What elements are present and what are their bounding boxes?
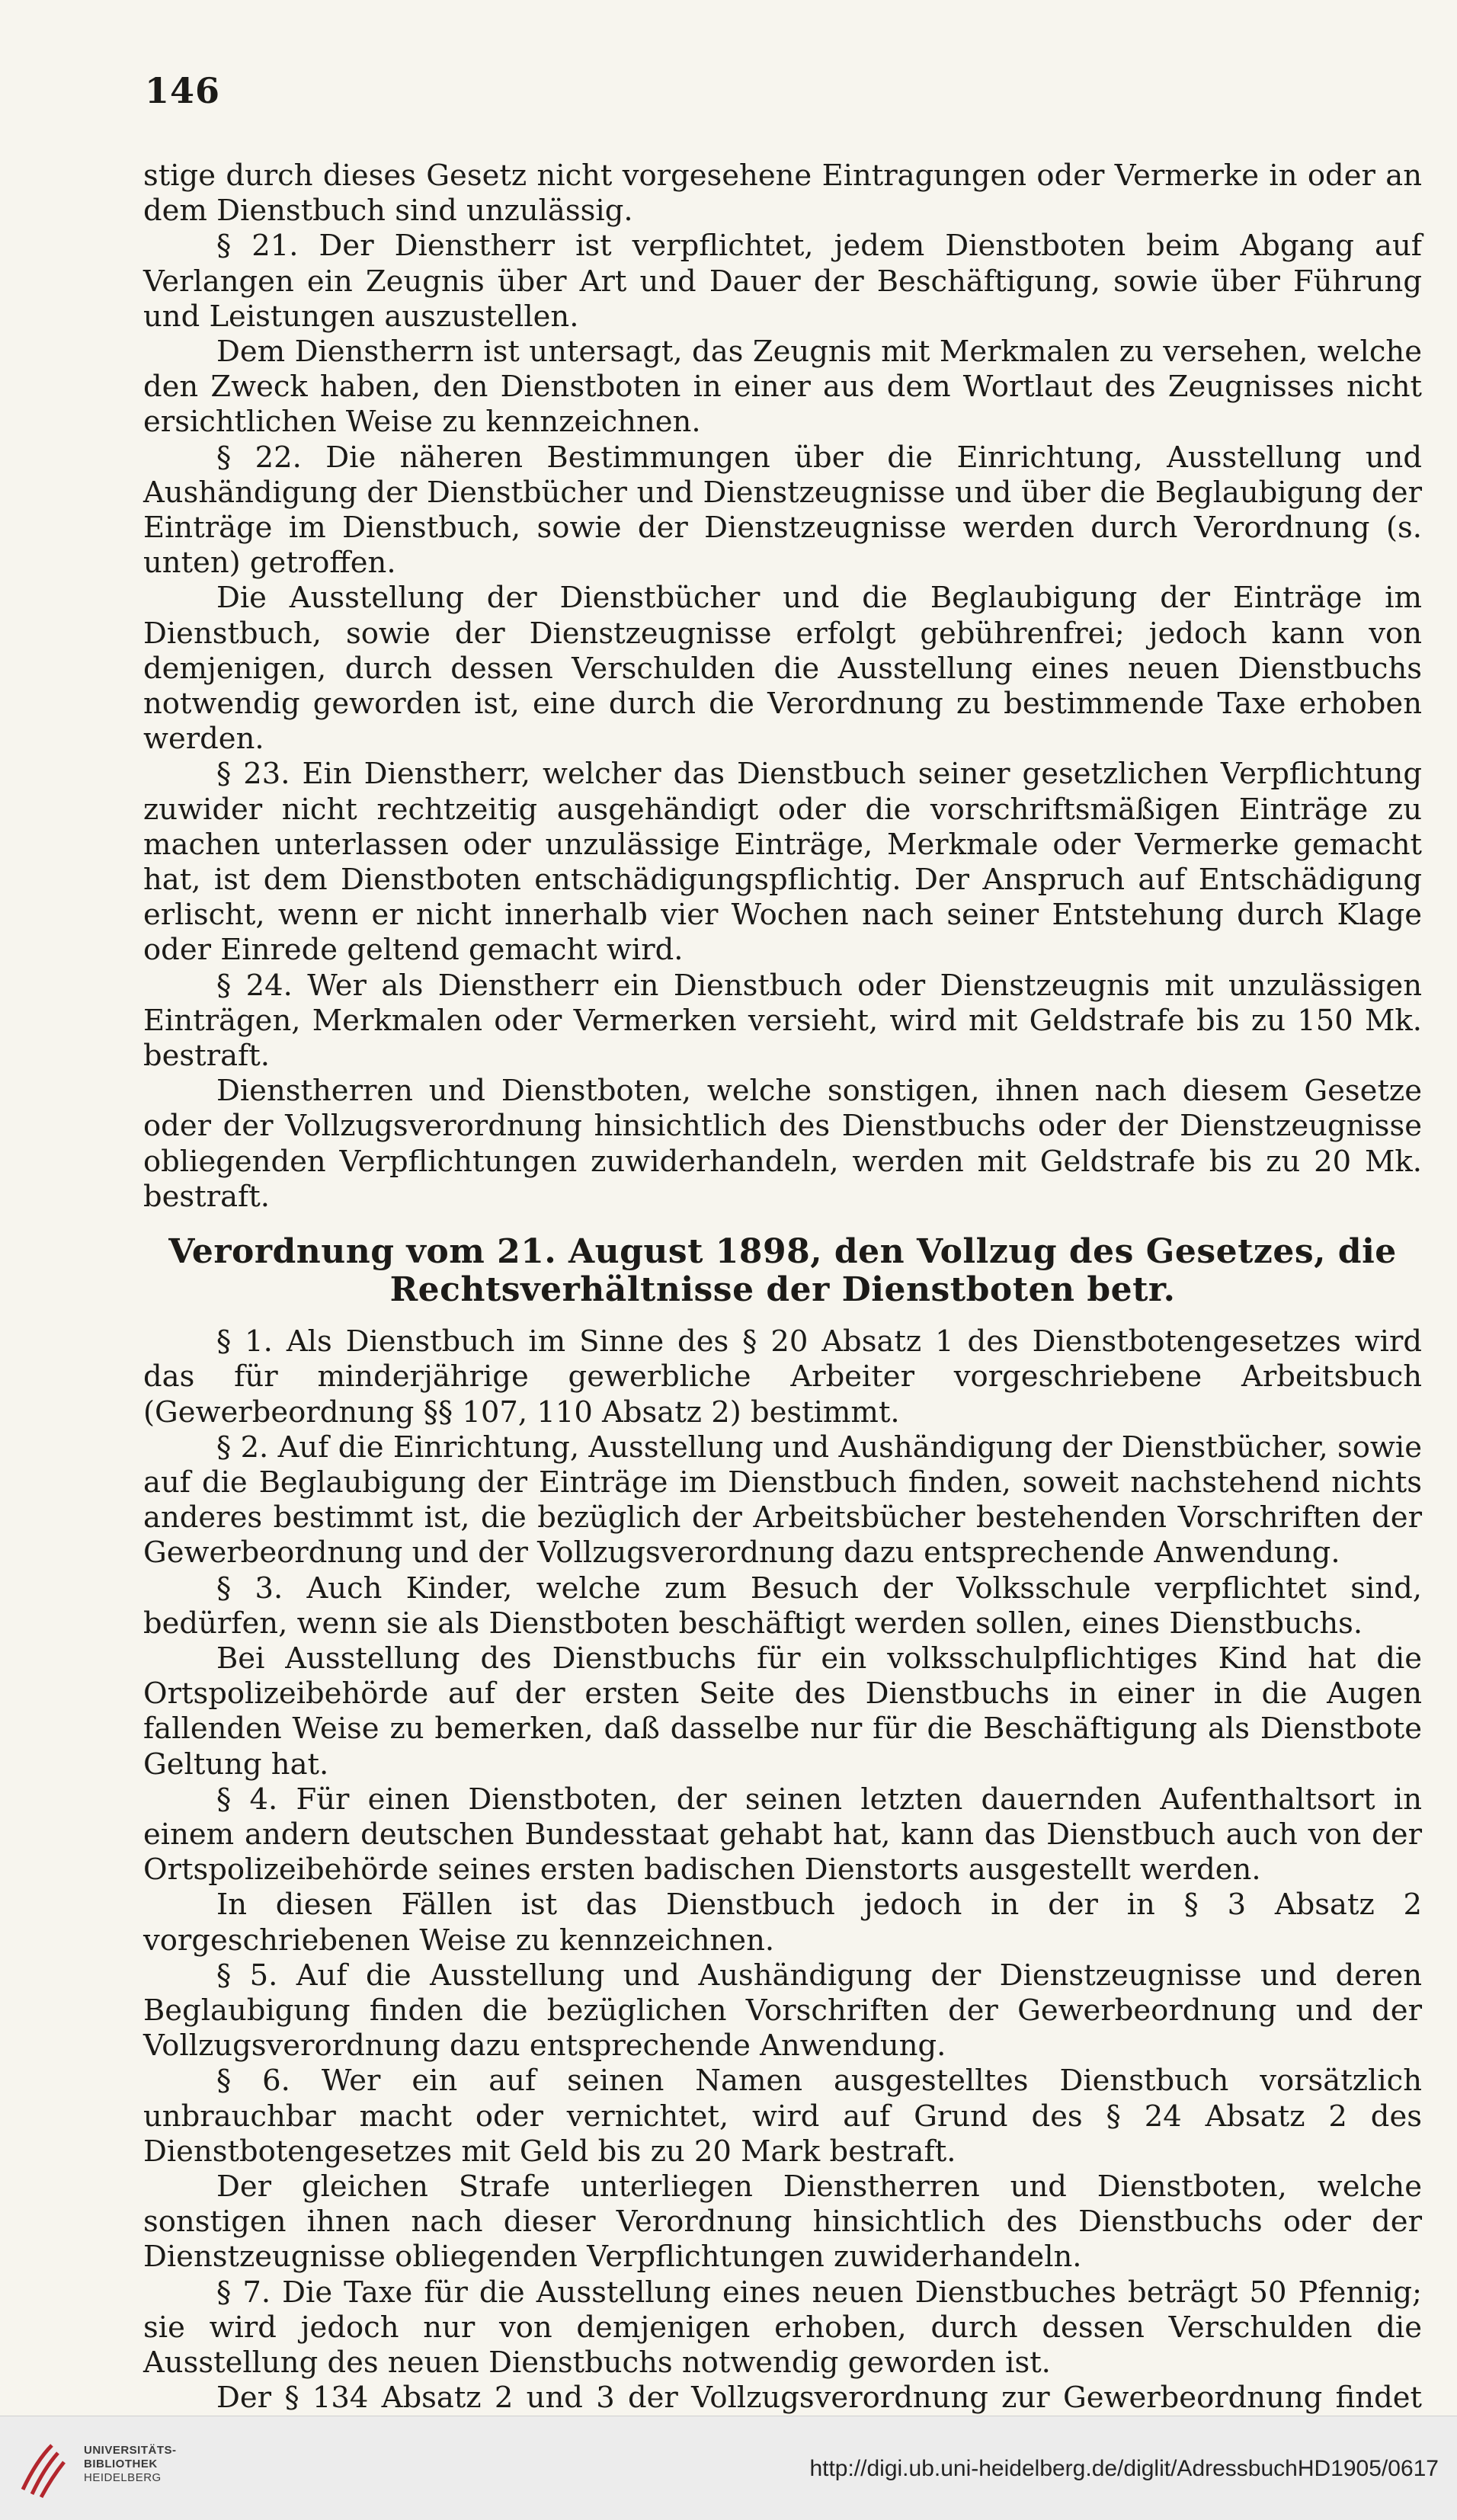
paragraph: § 6. Wer ein auf seinen Namen ausgestelltes Dienstbuch vorsätzlich unbrauchbar macht oder vernichtet, wird auf Grund des § 24 Absatz 2 des Dienstbotengesetzes mit Geld bis zu 20 Mark bestraft.	[143, 2064, 1422, 2169]
paragraph: § 24. Wer als Dienstherr ein Dienstbuch oder Dienstzeugnis mit unzulässigen Einträgen, Merkmalen oder Vermerken versieht, wird mit Geldstrafe bis zu 150 Mk. bestraft.	[143, 968, 1422, 1074]
paragraph: § 22. Die näheren Bestimmungen über die Einrichtung, Ausstellung und Aushändigung der Dienstbücher und Dienstzeugnisse und über die Beglaubigung der Einträge im Dienstbuch, sowie der Dienstzeugnisse werden durch Verordnung (s. unten) getroffen.	[143, 440, 1422, 581]
paragraph: Der gleichen Strafe unterliegen Dienstherren und Dienstboten, welche sonstigen ihnen nach dieser Verordnung hinsichtlich des Dienstbuchs oder der Dienstzeugnisse obliegenden Verpflichtungen zuwiderhandeln.	[143, 2169, 1422, 2275]
paragraph: § 1. Als Dienstbuch im Sinne des § 20 Absatz 1 des Dienstbotengesetzes wird das für minderjährige gewerbliche Arbeiter vorgeschriebene Arbeitsbuch (Gewerbeordnung §§ 107, 110 Absatz 2) bestimmt.	[143, 1324, 1422, 1430]
heading-line-2: Rechtsverhältnisse der Dienstboten betr.	[389, 1270, 1176, 1310]
logo-line-1: UNIVERSITÄTS-	[84, 2444, 177, 2457]
paragraph: Dienstherren und Dienstboten, welche sonstigen, ihnen nach diesem Gesetze oder der Vollzugsverordnung hinsichtlich des Dienstbuchs oder der Dienstzeugnisse obliegenden Verpflichtungen zuwiderhandeln, werden mit Geldstrafe bis zu 20 Mk. bestraft.	[143, 1074, 1422, 1214]
paragraphs-after-heading	[143, 1324, 1422, 2451]
paragraph: Bei Ausstellung des Dienstbuchs für ein volksschulpflichtiges Kind hat die Ortspolizeibehörde auf der ersten Seite des Dienstbuchs in einer in die Augen fallenden Weise zu bemerken, daß dasselbe nur für die Beschäftigung als Dienstbote Geltung hat.	[143, 1641, 1422, 1782]
logo-line-3: HEIDELBERG	[84, 2471, 162, 2484]
page-number: 146	[145, 70, 221, 111]
paragraph: § 7. Die Taxe für die Ausstellung eines neuen Dienstbuches beträgt 50 Pfennig; sie wird jedoch nur von demjenigen erhoben, durch dessen Verschulden die Ausstellung des neuen Dienstbuchs notwendig geworden ist.	[143, 2275, 1422, 2380]
paragraph: Die Ausstellung der Dienstbücher und die Beglaubigung der Einträge im Dienstbuch, sowie der Dienstzeugnisse erfolgt gebührenfrei; jedoch kann von demjenigen, durch dessen Verschulden die Ausstellung eines neuen Dienstbuchs notwendig geworden ist, eine durch die Verordnung zu bestimmende Taxe erhoben werden.	[143, 581, 1422, 757]
paragraph: § 21. Der Dienstherr ist verpflichtet, jedem Dienstboten beim Abgang auf Verlangen ein Zeugnis über Art und Dauer der Beschäftigung, sowie über Führung und Leistungen auszustellen.	[143, 229, 1422, 334]
paragraph: § 23. Ein Dienstherr, welcher das Dienstbuch seiner gesetzlichen Verpflichtung zuwider nicht rechtzeitig ausgehändigt oder die vorschriftsmäßigen Einträge zu machen unterlassen oder unzulässige Einträge, Merkmale oder Vermerke gemacht hat, ist dem Dienstboten entschädigungspflichtig. Der Anspruch auf Entschädigung erlischt, wenn er nicht innerhalb vier Wochen nach seiner Entstehung durch Klage oder Einrede geltend gemacht wird.	[143, 757, 1422, 968]
logo-line-2: BIBLIOTHEK	[84, 2458, 158, 2470]
section-heading	[143, 1233, 1422, 1309]
paragraph: Der § 134 Absatz 2 und 3 der Vollzugsverordnung zur Gewerbeordnung findet	[216, 2381, 1422, 2416]
paragraphs-before-heading	[143, 159, 1422, 1215]
page-content	[143, 159, 1422, 2451]
paragraph: § 2. Auf die Einrichtung, Ausstellung und Aushändigung der Dienstbücher, sowie auf die Beglaubigung der Einträge im Dienstbuch finden, soweit nachstehend nichts anderes bestimmt ist, die bezüglich der Arbeitsbücher bestehenden Vorschriften der Gewerbeordnung und der Vollzugsverordnung dazu entsprechende Anwendung.	[143, 1430, 1422, 1571]
digitization-footer	[0, 2416, 1457, 2520]
paragraph: § 5. Auf die Ausstellung und Aushändigung der Dienstzeugnisse und deren Beglaubigung finden die bezüglichen Vorschriften der Gewerbeordnung und der Vollzugsverordnung dazu entsprechende Anwendung.	[143, 1958, 1422, 2064]
paragraph: § 3. Auch Kinder, welche zum Besuch der Volksschule verpflichtet sind, bedürfen, wenn sie als Dienstboten beschäftigt werden sollen, eines Dienstbuchs.	[143, 1571, 1422, 1641]
paragraph: stige durch dieses Gesetz nicht vorgesehene Eintragungen oder Vermerke in oder an dem Dienstbuch sind unzulässig.	[143, 159, 1422, 229]
library-logo-text	[84, 2444, 177, 2485]
paragraph: § 4. Für einen Dienstboten, der seinen letzten dauernden Aufenthaltsort in einem andern deutschen Bundesstaat gehabt hat, kann das Dienstbuch auch von der Ortspolizeibehörde seines ersten badischen Dienstorts ausgestellt werden.	[143, 1782, 1422, 1888]
heading-line-1: Verordnung vom 21. August 1898, den Vollzug des Gesetzes, die	[168, 1232, 1397, 1272]
paragraph: In diesen Fällen ist das Dienstbuch jedoch in der in § 3 Absatz 2 vorgeschriebenen Weise zu kennzeichnen.	[143, 1888, 1422, 1958]
university-seal-icon	[14, 2430, 90, 2506]
paragraph: Dem Dienstherrn ist untersagt, das Zeugnis mit Merkmalen zu versehen, welche den Zweck haben, den Dienstboten in einer aus dem Wortlaut des Zeugnisses nicht ersichtlichen Weise zu kennzeichnen.	[143, 335, 1422, 440]
permalink-url[interactable]: http://digi.ub.uni-heidelberg.de/diglit/AdressbuchHD1905/0617	[809, 2456, 1439, 2481]
